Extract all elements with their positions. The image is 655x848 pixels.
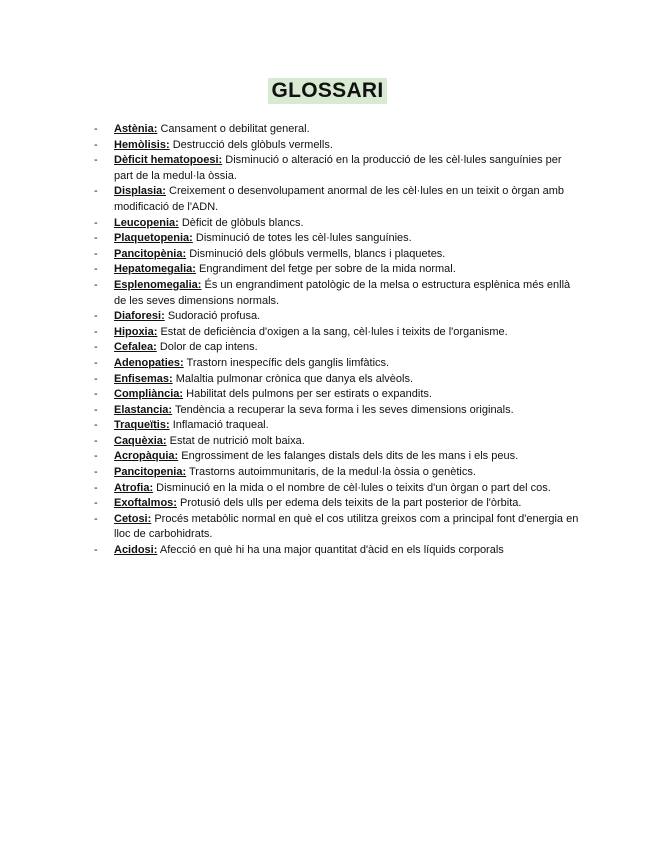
glossary-term: Enfisemas: <box>114 372 173 385</box>
glossary-definition: Procés metabòlic normal en què el cos utilitza greixos com a principal font d'energia en lloc de carbohidrats. <box>114 512 579 541</box>
glossary-entry <box>0 122 655 138</box>
glossary-definition: Malaltia pulmonar crònica que danya els alvèols. <box>175 372 414 385</box>
glossary-entry <box>0 184 655 215</box>
bullet-dash-icon: - <box>94 497 98 510</box>
bullet-dash-icon: - <box>94 185 98 198</box>
glossary-definition: Trastorns autoimmunitaris, de la medul·la òssia o genètics. <box>188 466 476 479</box>
glossary-term: Pancitopènia: <box>114 247 187 260</box>
glossary-entry <box>0 543 655 559</box>
glossary-entry <box>0 465 655 481</box>
glossary-definition: Habilitat dels pulmons per ser estirats o expandits. <box>186 388 432 401</box>
glossary-term: Displasia: <box>114 185 166 198</box>
glossary-entry <box>0 247 655 263</box>
glossary-definition: Sudoració profusa. <box>167 310 261 323</box>
page-title: GLOSSARI <box>268 78 386 104</box>
glossary-entry <box>0 418 655 434</box>
bullet-dash-icon: - <box>94 512 98 525</box>
glossary-term: Elastancia: <box>114 403 173 416</box>
glossary-entry <box>0 278 655 309</box>
glossary-term: Traqueïtis: <box>114 419 170 432</box>
title-wrap <box>0 78 655 104</box>
glossary-definition: Tendència a recuperar la seva forma i les seves dimensions originals. <box>174 403 514 416</box>
bullet-dash-icon: - <box>94 388 98 401</box>
bullet-dash-icon: - <box>94 154 98 167</box>
glossary-definition: Engrossiment de les falanges distals dels dits de les mans i els peus. <box>181 450 519 463</box>
bullet-dash-icon: - <box>94 232 98 245</box>
glossary-entry <box>0 356 655 372</box>
glossary-term: Hemòlisis: <box>114 138 170 151</box>
glossary-term: Leucopenia: <box>114 216 179 229</box>
glossary-term: Esplenomegalia: <box>114 278 202 291</box>
bullet-dash-icon: - <box>94 278 98 291</box>
glossary-definition: Cansament o debilitat general. <box>160 123 310 135</box>
glossary-term: Acidosi: <box>114 544 158 557</box>
glossary-term: Dèficit hematopoesi: <box>114 154 223 167</box>
glossary-term: Adenopaties: <box>114 356 184 369</box>
glossary-term: Acropàquia: <box>114 450 179 463</box>
bullet-dash-icon: - <box>94 263 98 276</box>
glossary-entry <box>0 231 655 247</box>
glossary-definition: Disminució en la mida o el nombre de cèl·lules o teixits d'un òrgan o part del cos. <box>156 481 551 494</box>
bullet-dash-icon: - <box>94 544 98 557</box>
glossary-entry <box>0 138 655 154</box>
bullet-dash-icon: - <box>94 434 98 447</box>
glossary-definition: Dèficit de glòbuls blancs. <box>181 216 304 229</box>
glossary-entry <box>0 403 655 419</box>
glossary-term: Plaquetopenia: <box>114 232 193 245</box>
glossary-entry <box>0 481 655 497</box>
glossary-definition: Engrandiment del fetge per sobre de la mida normal. <box>198 263 456 276</box>
bullet-dash-icon: - <box>94 325 98 338</box>
bullet-dash-icon: - <box>94 403 98 416</box>
glossary-definition: Disminució de totes les cèl·lules sanguínies. <box>195 232 412 245</box>
bullet-dash-icon: - <box>94 356 98 369</box>
glossary-definition: Estat de deficiència d'oxigen a la sang, cèl·lules i teixits de l'organisme. <box>160 325 508 338</box>
bullet-dash-icon: - <box>94 247 98 260</box>
bullet-dash-icon: - <box>94 310 98 323</box>
glossary-list <box>0 122 655 559</box>
glossary-definition: Creixement o desenvolupament anormal de les cèl·lules en un teixit o òrgan amb modificació de l'ADN. <box>114 185 565 213</box>
glossary-definition: Trastorn inespecífic dels ganglis limfàtics. <box>186 356 390 369</box>
glossary-definition: Inflamació traqueal. <box>172 419 269 432</box>
glossary-entry <box>0 387 655 403</box>
glossary-definition: Afecció en què hi ha una major quantitat d'àcid en els líquids corporals <box>159 544 504 557</box>
glossary-definition: Estat de nutrició molt baixa. <box>169 434 305 447</box>
glossary-entry <box>0 512 655 543</box>
glossary-term: Compliància: <box>114 388 184 401</box>
glossary-entry <box>0 449 655 465</box>
glossary-term: Cefalea: <box>114 341 157 354</box>
glossary-term: Astènia: <box>114 123 158 135</box>
glossary-entry <box>0 340 655 356</box>
glossary-entry <box>0 262 655 278</box>
glossary-term: Hepatomegalia: <box>114 263 196 276</box>
glossary-definition: Disminució o alteració en la producció de les cèl·lules sanguínies per part de la medul·la òssia. <box>114 154 562 182</box>
glossary-term: Exoftalmos: <box>114 497 177 510</box>
bullet-dash-icon: - <box>94 450 98 463</box>
glossary-definition: Destrucció dels glòbuls vermells. <box>172 138 333 151</box>
glossary-definition: És un engrandiment patològic de la melsa o estructura esplènica més enllà de les seves dimensions normals. <box>114 278 571 307</box>
bullet-dash-icon: - <box>94 466 98 479</box>
bullet-dash-icon: - <box>94 481 98 494</box>
glossary-definition: Protusió dels ulls per edema dels teixits de la part posterior de l'òrbita. <box>180 497 522 510</box>
glossary-definition: Dolor de cap intens. <box>159 341 258 354</box>
glossary-entry <box>0 372 655 388</box>
glossary-entry <box>0 153 655 184</box>
bullet-dash-icon: - <box>94 216 98 229</box>
glossary-entry <box>0 434 655 450</box>
bullet-dash-icon: - <box>94 372 98 385</box>
glossary-term: Pancitopenia: <box>114 466 187 479</box>
bullet-dash-icon: - <box>94 341 98 354</box>
bullet-dash-icon: - <box>94 123 98 135</box>
glossary-definition: Disminució dels glóbuls vermells, blancs i plaquetes. <box>189 247 446 260</box>
bullet-dash-icon: - <box>94 419 98 432</box>
glossary-term: Atrofia: <box>114 481 154 494</box>
glossary-term: Hipoxia: <box>114 325 158 338</box>
glossary-entry <box>0 216 655 232</box>
bullet-dash-icon: - <box>94 138 98 151</box>
glossary-entry <box>0 496 655 512</box>
glossary-entry <box>0 309 655 325</box>
glossary-term: Cetosi: <box>114 512 152 525</box>
glossary-entry <box>0 325 655 341</box>
glossary-term: Diaforesi: <box>114 310 165 323</box>
glossary-term: Caquèxia: <box>114 434 167 447</box>
